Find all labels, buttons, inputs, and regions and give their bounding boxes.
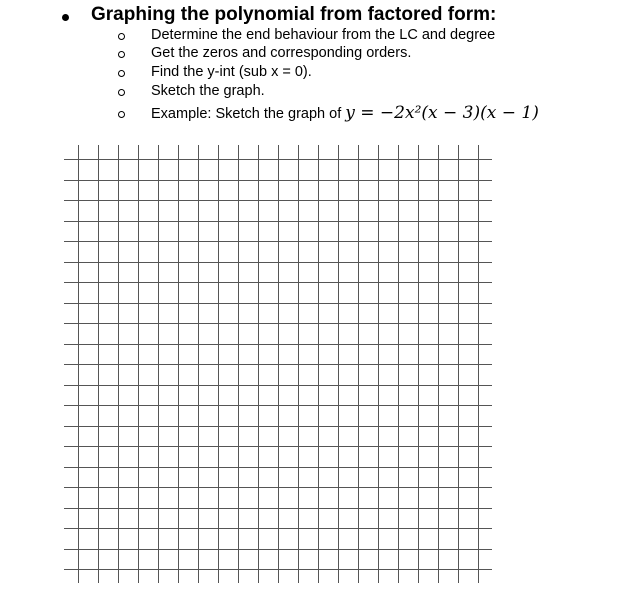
step-3-text: Find the y-int (sub x = 0). (151, 64, 312, 80)
example-label: Example: Sketch the graph of (151, 106, 342, 122)
step-4-text: Sketch the graph. (151, 83, 265, 99)
example-equation: y = −2x²(x − 3)(x − 1) (345, 103, 539, 123)
section-heading: Graphing the polynomial from factored form: (91, 4, 497, 25)
step-2-text: Get the zeros and corresponding orders. (151, 45, 412, 61)
step-1-text: Determine the end behaviour from the LC and degree (151, 27, 496, 43)
